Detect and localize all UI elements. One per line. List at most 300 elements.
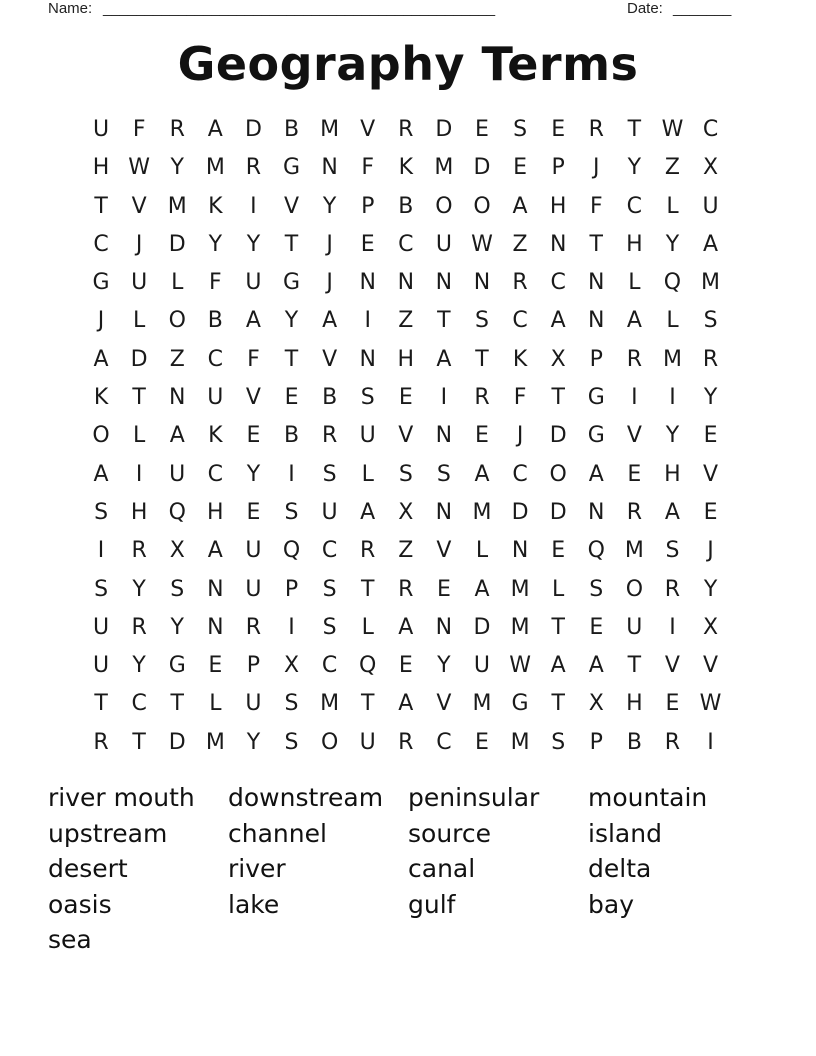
grid-letter: D bbox=[511, 499, 529, 525]
grid-letter: C bbox=[512, 308, 528, 334]
grid-letter: U bbox=[702, 193, 719, 219]
grid-letter: U bbox=[207, 385, 224, 411]
grid-letter: D bbox=[168, 231, 186, 257]
grid-letter: F bbox=[132, 117, 146, 142]
grid-letter: D bbox=[473, 614, 491, 640]
grid-letter: D bbox=[435, 117, 453, 142]
grid-letter: Z bbox=[512, 231, 528, 257]
grid-letter: U bbox=[131, 270, 148, 296]
grid-row bbox=[82, 302, 730, 340]
grid-letter: T bbox=[627, 653, 642, 679]
grid-letter: S bbox=[170, 576, 185, 602]
grid-letter: K bbox=[93, 385, 109, 411]
word-bank-item: mountain bbox=[588, 783, 708, 812]
grid-letter: Y bbox=[703, 385, 718, 411]
grid-letter: P bbox=[284, 576, 299, 602]
grid-letter: U bbox=[359, 729, 376, 755]
grid-letter: I bbox=[364, 308, 371, 334]
grid-letter: K bbox=[208, 423, 223, 449]
grid-letter: U bbox=[435, 231, 452, 257]
word-bank-item: desert bbox=[48, 854, 128, 883]
grid-letter: I bbox=[135, 461, 143, 487]
grid-letter: S bbox=[475, 308, 489, 334]
grid-letter: B bbox=[207, 308, 223, 334]
grid-letter: C bbox=[93, 231, 109, 257]
grid-row bbox=[82, 264, 730, 302]
grid-letter: R bbox=[702, 346, 719, 372]
grid-letter: N bbox=[473, 270, 491, 296]
grid-letter: N bbox=[435, 614, 453, 640]
grid-letter: T bbox=[475, 346, 489, 372]
grid-letter: Z bbox=[398, 308, 414, 334]
grid-letter: R bbox=[626, 346, 642, 372]
grid-letter: Z bbox=[664, 155, 680, 181]
grid-letter: I bbox=[288, 461, 295, 487]
grid-letter: E bbox=[398, 385, 413, 411]
grid-letter: J bbox=[516, 423, 524, 449]
grid-letter: C bbox=[702, 117, 719, 142]
grid-letter: R bbox=[512, 270, 528, 296]
grid-letter: A bbox=[626, 308, 642, 334]
grid-letter: N bbox=[588, 499, 605, 525]
grid-letter: D bbox=[130, 346, 148, 372]
grid-row bbox=[82, 111, 730, 149]
grid-letter: E bbox=[475, 423, 489, 449]
grid-letter: U bbox=[169, 461, 186, 487]
grid-letter: E bbox=[360, 231, 375, 257]
grid-letter: U bbox=[245, 270, 262, 296]
grid-letter: J bbox=[326, 231, 333, 257]
grid-letter: R bbox=[360, 538, 376, 564]
grid-row bbox=[82, 417, 730, 455]
grid-letter: C bbox=[207, 461, 224, 487]
grid-letter: W bbox=[509, 653, 531, 679]
grid-letter: E bbox=[208, 653, 223, 679]
grid-row bbox=[82, 724, 730, 762]
grid-letter: A bbox=[474, 461, 490, 487]
word-bank-item: lake bbox=[228, 889, 280, 919]
grid-letter: Y bbox=[170, 614, 184, 640]
grid-letter: T bbox=[170, 691, 184, 717]
grid-letter: U bbox=[359, 423, 376, 449]
grid-letter: U bbox=[626, 614, 643, 640]
grid-letter: L bbox=[552, 576, 565, 602]
grid-letter: I bbox=[250, 193, 257, 219]
grid-letter: A bbox=[474, 576, 490, 602]
grid-letter: M bbox=[205, 155, 225, 181]
grid-letter: E bbox=[589, 614, 604, 640]
word-bank-item: river mouth bbox=[48, 783, 195, 812]
grid-letter: Y bbox=[170, 155, 184, 181]
grid-letter: N bbox=[435, 270, 453, 296]
grid-letter: A bbox=[245, 308, 261, 334]
grid-letter: A bbox=[398, 614, 414, 640]
grid-letter: Y bbox=[284, 308, 299, 334]
grid-letter: S bbox=[322, 614, 337, 640]
grid-letter: G bbox=[587, 385, 605, 411]
date-blank-line: _______ bbox=[673, 0, 732, 17]
word-bank-item: gulf bbox=[408, 889, 456, 919]
grid-letter: C bbox=[436, 729, 452, 755]
grid-letter: Y bbox=[665, 423, 680, 449]
grid-row bbox=[82, 226, 730, 264]
grid-letter: I bbox=[631, 385, 638, 411]
grid-letter: H bbox=[549, 193, 567, 219]
grid-letter: Y bbox=[132, 576, 146, 602]
grid-letter: R bbox=[398, 729, 414, 755]
grid-letter: N bbox=[435, 499, 453, 525]
grid-letter: A bbox=[207, 117, 223, 142]
grid-letter: R bbox=[474, 385, 490, 411]
grid-letter: C bbox=[131, 691, 147, 717]
grid-letter: Y bbox=[703, 576, 718, 602]
grid-letter: Y bbox=[132, 653, 146, 679]
grid-letter: A bbox=[703, 231, 719, 257]
grid-letter: Y bbox=[246, 729, 261, 755]
grid-letter: G bbox=[282, 270, 301, 296]
grid-letter: B bbox=[283, 117, 300, 142]
grid-letter: U bbox=[321, 499, 338, 525]
grid-letter: H bbox=[626, 691, 643, 717]
grid-letter: S bbox=[589, 576, 604, 602]
grid-letter: T bbox=[551, 614, 565, 640]
grid-letter: R bbox=[321, 423, 338, 449]
grid-letter: Q bbox=[587, 538, 605, 564]
grid-letter: C bbox=[207, 346, 224, 372]
grid-letter: P bbox=[361, 193, 375, 219]
grid-letter: M bbox=[167, 193, 187, 219]
grid-letter: A bbox=[550, 308, 566, 334]
grid-letter: D bbox=[549, 423, 567, 449]
grid-letter: X bbox=[703, 155, 719, 181]
grid-letter: N bbox=[588, 308, 605, 334]
grid-letter: O bbox=[168, 308, 186, 334]
grid-letter: T bbox=[437, 308, 451, 334]
grid-letter: G bbox=[587, 423, 605, 449]
grid-letter: R bbox=[131, 614, 147, 640]
grid-row bbox=[82, 571, 730, 609]
grid-letter: C bbox=[398, 231, 414, 257]
grid-letter: S bbox=[665, 538, 680, 564]
grid-letter: U bbox=[92, 117, 110, 142]
grid-letter: Q bbox=[359, 653, 377, 679]
grid-letter: S bbox=[322, 461, 337, 487]
grid-letter: J bbox=[707, 538, 714, 564]
grid-letter: T bbox=[132, 385, 146, 411]
grid-letter: C bbox=[321, 538, 338, 564]
grid-letter: V bbox=[703, 653, 719, 679]
grid-letter: H bbox=[207, 499, 224, 525]
grid-letter: R bbox=[169, 117, 185, 142]
grid-letter: L bbox=[171, 270, 184, 296]
grid-letter: Y bbox=[246, 231, 261, 257]
grid-letter: A bbox=[169, 423, 185, 449]
grid-letter: P bbox=[551, 155, 565, 181]
grid-letter: Q bbox=[168, 499, 186, 525]
grid-letter: Y bbox=[627, 155, 642, 181]
grid-letter: D bbox=[168, 729, 186, 755]
grid-letter: A bbox=[512, 193, 528, 219]
grid-letter: S bbox=[398, 461, 413, 487]
grid-letter: E bbox=[551, 117, 566, 142]
grid-letter: E bbox=[246, 423, 261, 449]
grid-letter: G bbox=[282, 155, 301, 181]
grid-letter: Z bbox=[398, 538, 414, 564]
grid-letter: M bbox=[510, 729, 530, 755]
grid-letter: S bbox=[322, 576, 337, 602]
grid-letter: L bbox=[209, 691, 222, 717]
grid-letter: A bbox=[398, 691, 414, 717]
grid-letter: S bbox=[703, 308, 718, 334]
grid-letter: E bbox=[246, 499, 261, 525]
grid-letter: F bbox=[361, 155, 375, 181]
grid-letter: V bbox=[245, 385, 261, 411]
grid-letter: S bbox=[94, 576, 109, 602]
grid-letter: L bbox=[133, 308, 146, 334]
grid-letter: K bbox=[208, 193, 223, 219]
grid-letter: X bbox=[588, 691, 604, 717]
grid-letter: M bbox=[624, 538, 644, 564]
grid-letter: T bbox=[94, 691, 108, 717]
grid-letter: A bbox=[550, 653, 566, 679]
word-bank-item: downstream bbox=[228, 783, 384, 812]
grid-letter: L bbox=[361, 614, 374, 640]
grid-letter: E bbox=[284, 385, 299, 411]
grid-letter: G bbox=[168, 653, 186, 679]
name-blank-line: _______________________________________________ bbox=[103, 0, 496, 17]
grid-letter: T bbox=[551, 691, 565, 717]
grid-row bbox=[82, 456, 730, 494]
grid-letter: T bbox=[284, 346, 299, 372]
name-label: Name: bbox=[48, 0, 93, 17]
grid-letter: Y bbox=[208, 231, 223, 257]
grid-letter: T bbox=[94, 193, 108, 219]
grid-letter: T bbox=[360, 576, 375, 602]
grid-letter: N bbox=[359, 346, 376, 372]
word-bank-item: bay bbox=[588, 889, 634, 919]
grid-letter: E bbox=[551, 538, 566, 564]
grid-letter: V bbox=[436, 538, 452, 564]
grid-letter: R bbox=[398, 117, 414, 142]
grid-letter: R bbox=[245, 614, 262, 640]
grid-letter: T bbox=[132, 729, 146, 755]
grid-letter: N bbox=[321, 155, 338, 181]
grid-letter: I bbox=[440, 385, 448, 411]
grid-letter: B bbox=[626, 729, 642, 755]
grid-letter: E bbox=[513, 155, 528, 181]
grid-letter: U bbox=[473, 653, 491, 679]
word-bank bbox=[48, 780, 768, 958]
grid-letter: M bbox=[320, 117, 340, 142]
grid-letter: L bbox=[361, 461, 374, 487]
grid-letter: A bbox=[436, 346, 452, 372]
grid-letter: V bbox=[283, 193, 300, 219]
word-search-grid bbox=[82, 111, 730, 762]
grid-letter: W bbox=[471, 231, 493, 257]
grid-letter: S bbox=[284, 729, 299, 755]
grid-letter: S bbox=[436, 461, 451, 487]
grid-letter: L bbox=[475, 538, 489, 564]
grid-letter: K bbox=[512, 346, 528, 372]
grid-row bbox=[82, 341, 730, 379]
grid-letter: H bbox=[397, 346, 415, 372]
grid-letter: U bbox=[92, 614, 110, 640]
grid-letter: V bbox=[664, 653, 680, 679]
grid-letter: R bbox=[588, 117, 604, 142]
grid-letter: M bbox=[472, 691, 492, 717]
grid-letter: S bbox=[94, 499, 109, 525]
word-bank-item: oasis bbox=[48, 889, 112, 919]
grid-letter: E bbox=[665, 691, 680, 717]
grid-letter: X bbox=[398, 499, 414, 525]
grid-letter: N bbox=[397, 270, 415, 296]
grid-row bbox=[82, 188, 730, 226]
grid-letter: N bbox=[207, 576, 224, 602]
grid-letter: N bbox=[207, 614, 224, 640]
grid-letter: P bbox=[589, 346, 603, 372]
grid-row bbox=[82, 685, 730, 723]
grid-letter: M bbox=[472, 499, 492, 525]
grid-letter: X bbox=[703, 614, 719, 640]
word-bank-item: river bbox=[228, 854, 286, 883]
grid-letter: Q bbox=[282, 538, 301, 564]
grid-letter: V bbox=[703, 461, 719, 487]
grid-letter: E bbox=[475, 117, 489, 142]
grid-letter: I bbox=[669, 614, 676, 640]
grid-letter: N bbox=[435, 423, 453, 449]
grid-letter: T bbox=[627, 117, 642, 142]
grid-letter: F bbox=[209, 270, 222, 296]
grid-letter: O bbox=[92, 423, 110, 449]
grid-letter: O bbox=[549, 461, 567, 487]
grid-row bbox=[82, 532, 730, 570]
grid-letter: J bbox=[326, 270, 333, 296]
grid-letter: N bbox=[359, 270, 376, 296]
grid-letter: R bbox=[664, 729, 681, 755]
grid-letter: P bbox=[246, 653, 261, 679]
grid-letter: O bbox=[473, 193, 491, 219]
grid-letter: L bbox=[628, 270, 641, 296]
grid-letter: N bbox=[169, 385, 186, 411]
word-bank-item: channel bbox=[228, 818, 327, 848]
grid-letter: E bbox=[703, 423, 718, 449]
grid-letter: U bbox=[245, 538, 262, 564]
date-label: Date: bbox=[627, 0, 663, 17]
grid-letter: C bbox=[550, 270, 566, 296]
worksheet-header bbox=[48, 0, 748, 20]
grid-letter: B bbox=[398, 193, 414, 219]
grid-letter: O bbox=[625, 576, 644, 602]
grid-letter: E bbox=[703, 499, 718, 525]
page-title: Geography Terms bbox=[177, 37, 639, 91]
word-bank-item: island bbox=[588, 818, 662, 848]
grid-letter: Z bbox=[169, 346, 185, 372]
grid-letter: V bbox=[626, 423, 642, 449]
grid-row bbox=[82, 379, 730, 417]
grid-letter: V bbox=[436, 691, 452, 717]
grid-letter: A bbox=[93, 461, 109, 487]
grid-letter: L bbox=[666, 193, 679, 219]
grid-row bbox=[82, 647, 730, 685]
grid-letter: B bbox=[283, 423, 300, 449]
grid-letter: N bbox=[549, 231, 567, 257]
grid-letter: J bbox=[593, 155, 600, 181]
grid-letter: U bbox=[245, 576, 262, 602]
grid-letter: A bbox=[588, 653, 604, 679]
grid-letter: H bbox=[626, 231, 643, 257]
grid-letter: I bbox=[707, 729, 714, 755]
grid-letter: A bbox=[93, 346, 109, 372]
word-bank-item: upstream bbox=[48, 818, 168, 848]
grid-letter: M bbox=[434, 155, 454, 181]
grid-letter: Y bbox=[665, 231, 680, 257]
grid-letter: F bbox=[513, 385, 527, 411]
word-bank-item: canal bbox=[408, 854, 476, 883]
grid-letter: M bbox=[701, 270, 721, 296]
grid-letter: A bbox=[588, 461, 604, 487]
grid-letter: C bbox=[512, 461, 528, 487]
grid-letter: X bbox=[283, 653, 300, 679]
grid-letter: E bbox=[627, 461, 642, 487]
grid-letter: D bbox=[244, 117, 262, 142]
grid-letter: M bbox=[205, 729, 225, 755]
grid-letter: O bbox=[435, 193, 453, 219]
grid-letter: F bbox=[589, 193, 603, 219]
grid-letter: R bbox=[93, 729, 109, 755]
grid-letter: I bbox=[288, 614, 295, 640]
grid-letter: T bbox=[551, 385, 565, 411]
grid-letter: R bbox=[398, 576, 414, 602]
grid-row bbox=[82, 149, 730, 187]
grid-letter: C bbox=[321, 653, 338, 679]
word-bank-item: source bbox=[408, 818, 492, 848]
grid-letter: L bbox=[666, 308, 679, 334]
word-bank-item: delta bbox=[588, 854, 652, 883]
grid-letter: E bbox=[436, 576, 451, 602]
grid-letter: W bbox=[128, 155, 151, 181]
grid-letter: M bbox=[662, 346, 682, 372]
grid-letter: X bbox=[550, 346, 566, 372]
grid-letter: J bbox=[97, 308, 105, 334]
grid-letter: W bbox=[699, 691, 722, 717]
grid-letter: U bbox=[245, 691, 262, 717]
grid-letter: H bbox=[664, 461, 681, 487]
grid-letter: N bbox=[511, 538, 529, 564]
grid-letter: W bbox=[661, 117, 684, 142]
grid-letter: R bbox=[664, 576, 681, 602]
grid-letter: G bbox=[92, 270, 110, 296]
grid-letter: A bbox=[207, 538, 223, 564]
grid-letter: K bbox=[398, 155, 414, 181]
grid-letter: X bbox=[169, 538, 185, 564]
grid-letter: C bbox=[626, 193, 643, 219]
grid-letter: E bbox=[398, 653, 413, 679]
grid-letter: D bbox=[473, 155, 491, 181]
grid-letter: T bbox=[360, 691, 375, 717]
grid-letter: T bbox=[589, 231, 603, 257]
grid-letter: J bbox=[135, 231, 143, 257]
grid-letter: S bbox=[284, 499, 299, 525]
grid-letter: E bbox=[475, 729, 489, 755]
grid-row bbox=[82, 609, 730, 647]
grid-letter: L bbox=[133, 423, 146, 449]
grid-letter: O bbox=[320, 729, 339, 755]
grid-letter: I bbox=[97, 538, 105, 564]
grid-letter: M bbox=[510, 614, 530, 640]
grid-letter: A bbox=[360, 499, 376, 525]
grid-letter: S bbox=[284, 691, 299, 717]
grid-letter: Y bbox=[246, 461, 261, 487]
